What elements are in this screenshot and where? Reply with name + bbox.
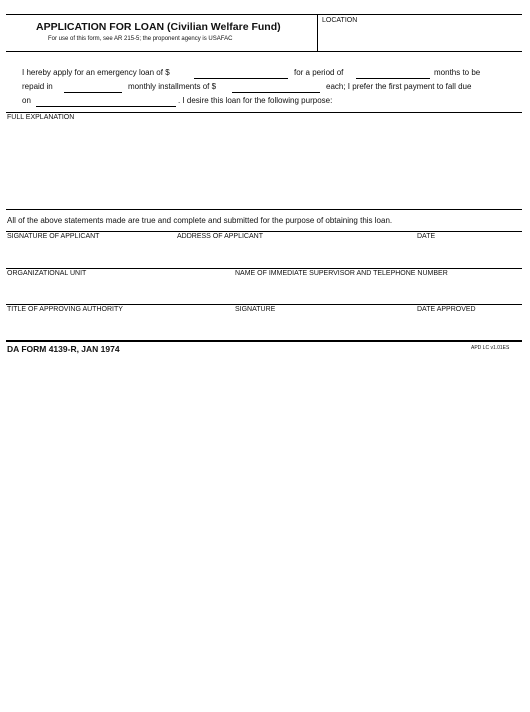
form-version: APD LC v1.01ES (471, 345, 510, 351)
header-bottom-border (6, 51, 522, 52)
supervisor-label: NAME OF IMMEDIATE SUPERVISOR AND TELEPHONE NUMBER (235, 270, 448, 277)
loan-period-field[interactable] (356, 67, 430, 79)
certification-bottom-border (6, 231, 522, 232)
full-explanation-label: FULL EXPLANATION (7, 114, 75, 121)
title-authority-label: TITLE OF APPROVING AUTHORITY (7, 306, 123, 313)
prefer-text: each; I prefer the first payment to fall due (326, 82, 472, 91)
date-approved-field[interactable] (417, 316, 521, 338)
explanation-top-border (6, 112, 522, 113)
certification-statement: All of the above statements made are true and complete and submitted for the purpose of obtaining this loan. (7, 216, 393, 225)
months-text: months to be (434, 68, 481, 77)
org-unit-label: ORGANIZATIONAL UNIT (7, 270, 87, 277)
title-authority-field[interactable] (7, 316, 229, 338)
signature-label: SIGNATURE (235, 306, 276, 313)
org-unit-field[interactable] (7, 280, 229, 302)
row2-bottom-border (6, 304, 522, 305)
full-explanation-field[interactable] (8, 125, 520, 207)
date-approved-label: DATE APPROVED (417, 306, 476, 313)
period-text: for a period of (294, 68, 344, 77)
location-label: LOCATION (322, 17, 358, 24)
row1-bottom-border (6, 268, 522, 269)
supervisor-field[interactable] (235, 280, 521, 302)
purpose-text: . I desire this loan for the following purpose: (178, 96, 333, 105)
on-text: on (22, 96, 31, 105)
date-label: DATE (417, 233, 436, 240)
address-applicant-label: ADDRESS OF APPLICANT (177, 233, 263, 240)
explanation-bottom-border (6, 209, 522, 210)
header-divider (317, 14, 318, 52)
repaid-text: repaid in (22, 82, 53, 91)
location-field[interactable] (320, 28, 520, 48)
loan-amount-field[interactable] (194, 67, 288, 79)
form-title: APPLICATION FOR LOAN (Civilian Welfare Fund) (36, 21, 281, 33)
date-field[interactable] (417, 243, 521, 265)
address-applicant-field[interactable] (177, 243, 412, 265)
installments-count-field[interactable] (64, 81, 122, 93)
signature-applicant-field[interactable] (7, 243, 172, 265)
form-bottom-border (6, 340, 522, 342)
due-date-field[interactable] (36, 95, 176, 107)
form-subtitle: For use of this form, see AR 215-5; the proponent agency is USAFAC (48, 36, 233, 42)
loan-request-text: I hereby apply for an emergency loan of $ (22, 68, 170, 77)
signature-applicant-label: SIGNATURE OF APPLICANT (7, 233, 100, 240)
form-identifier: DA FORM 4139-R, JAN 1974 (7, 344, 120, 354)
installment-amount-field[interactable] (232, 81, 320, 93)
installments-text: monthly installments of $ (128, 82, 217, 91)
top-border (6, 14, 522, 15)
approver-signature-field[interactable] (235, 316, 411, 338)
